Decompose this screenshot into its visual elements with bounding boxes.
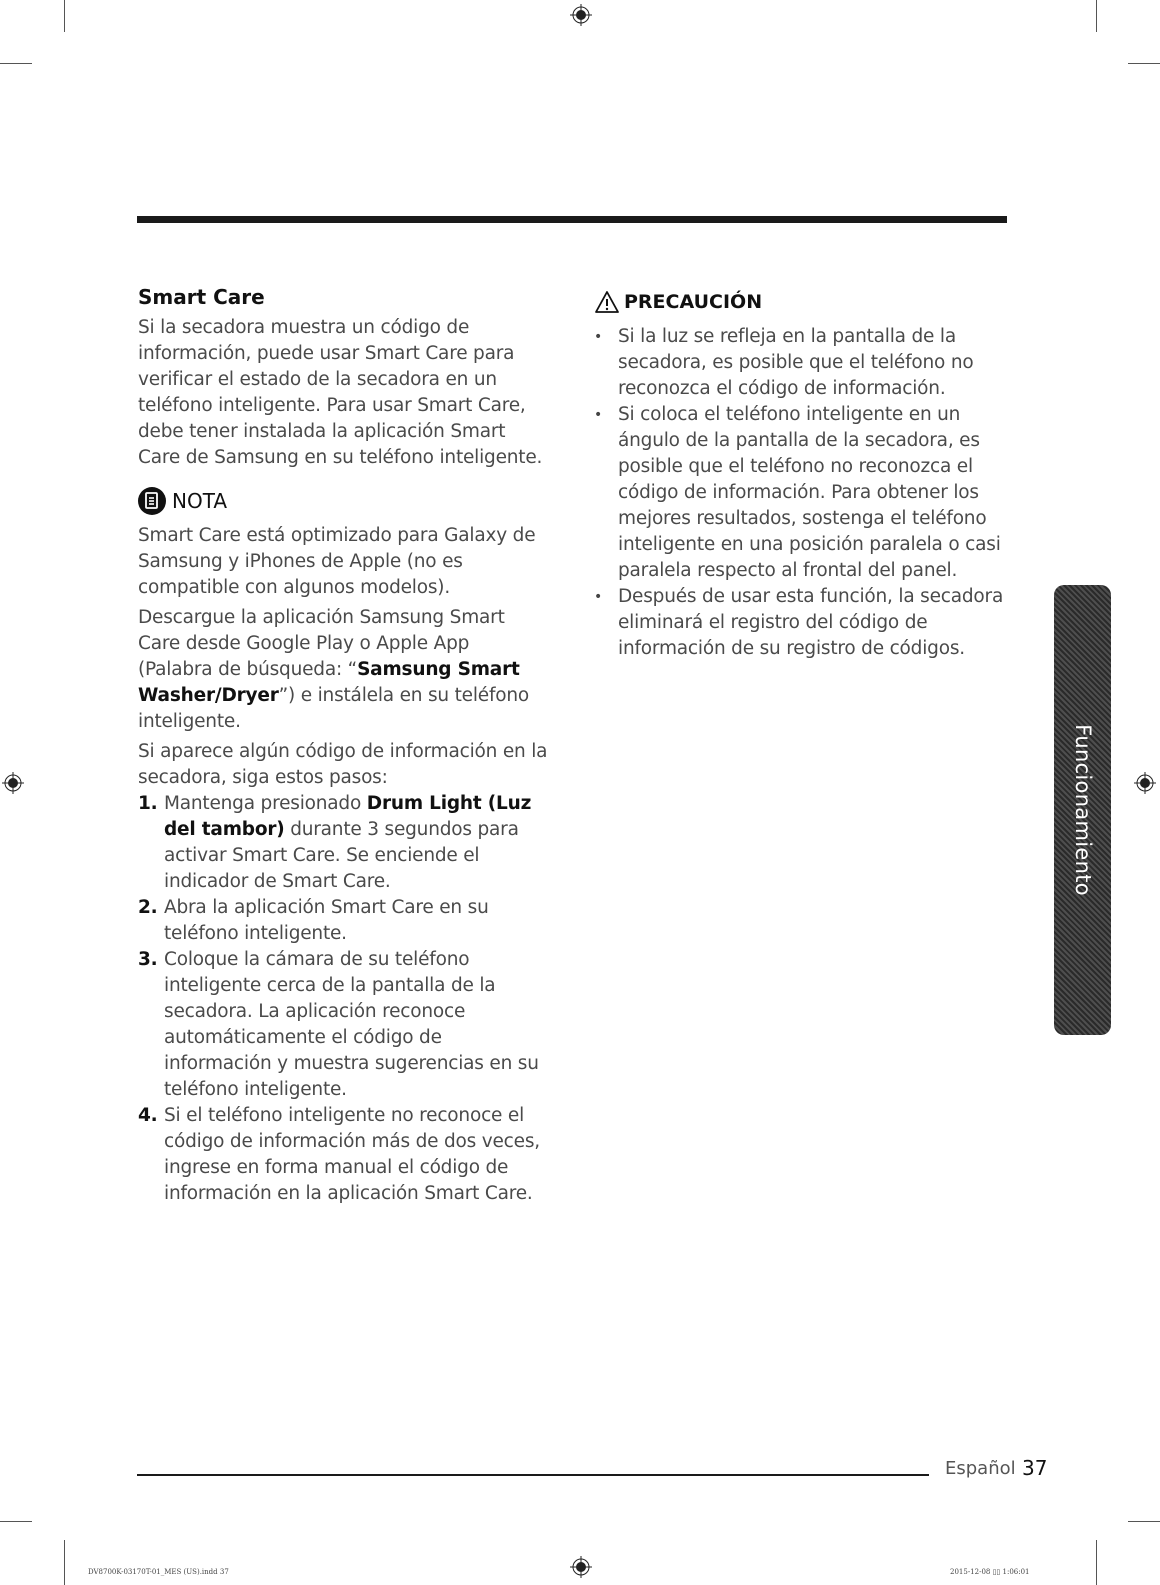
note-heading: [138, 487, 548, 515]
crop-mark: [0, 1521, 32, 1522]
step-number: 4.: [138, 1105, 158, 1126]
download-text: Descargue la aplicación Samsung Smart Care desde Google Play o Apple App (Palabra de búsqueda: “: [138, 607, 505, 680]
download-text: ”) e instálela en su teléfono inteligente.: [138, 685, 530, 732]
left-column: [138, 283, 548, 1207]
side-tab-label: Funcionamiento: [1070, 724, 1095, 896]
print-slug-file: DV8700K-03170T-01_MES (US).indd 37: [88, 1568, 229, 1576]
steps-intro: Si aparece algún código de información en la secadora, siga estos pasos:: [138, 741, 548, 788]
crop-mark: [1128, 63, 1160, 64]
step-item: [138, 895, 548, 947]
download-paragraph: [138, 605, 548, 735]
steps-list: [138, 791, 548, 1207]
bullet-icon: •: [594, 589, 603, 605]
warning-triangle-icon: [594, 290, 620, 314]
step-text-part: durante 3 segundos para activar Smart Care. Se enciende el indicador de Smart Care.: [164, 819, 519, 892]
step-item: [138, 1103, 548, 1207]
crop-mark: [1096, 0, 1097, 32]
step-number: 1.: [138, 793, 158, 814]
right-column: [594, 290, 1004, 662]
caution-text: Si coloca el teléfono inteligente en un ángulo de la pantalla de la secadora, es posible que el teléfono no reconozca el código de información. Para obtener los mejores resultados, sostenga el teléfono inteligente en una posición paralela o casi paralela respecto al frontal del panel.: [618, 404, 1001, 581]
registration-mark-icon: [570, 1556, 592, 1578]
footer-language: Español: [945, 1458, 1016, 1479]
note-text: Smart Care está optimizado para Galaxy de Samsung y iPhones de Apple (no es compatible con algunos modelos).: [138, 525, 536, 598]
step-item: [138, 947, 548, 1103]
registration-mark-icon: [570, 4, 592, 26]
header-rule: [137, 216, 1007, 223]
drum-light-label: Drum Light (Luz del tambor): [164, 793, 532, 840]
step-text: Coloque la cámara de su teléfono inteligente cerca de la pantalla de la secadora. La aplicación reconoce automáticamente el código de información y muestra sugerencias en su teléfono inteligente.: [164, 949, 539, 1100]
note-label: NOTA: [172, 489, 228, 513]
step-text: Abra la aplicación Smart Care en su teléfono inteligente.: [164, 897, 489, 944]
caution-item: [594, 324, 1004, 402]
step-item: [138, 791, 548, 895]
caution-label: PRECAUCIÓN: [624, 291, 763, 313]
registration-mark-icon: [2, 772, 24, 794]
crop-mark: [64, 1540, 65, 1585]
bullet-icon: •: [594, 407, 603, 423]
print-slug-date: 2015-12-08 ▯▯ 1:06:01: [950, 1568, 1030, 1576]
crop-mark: [1128, 1521, 1160, 1522]
step-number: 2.: [138, 897, 158, 918]
step-text-part: Mantenga presionado: [164, 793, 367, 814]
section-side-tab: [1054, 585, 1111, 1035]
step-text: Si el teléfono inteligente no reconoce el código de información más de dos veces, ingrese en forma manual el código de información en la aplicación Smart Care.: [164, 1105, 540, 1204]
step-number: 3.: [138, 949, 158, 970]
registration-mark-icon: [1134, 772, 1156, 794]
intro-paragraph: Si la secadora muestra un código de información, puede usar Smart Care para verificar el estado de la secadora en un teléfono inteligente. Para usar Smart Care, debe tener instalada la aplicación Smart Care de Samsung en su teléfono inteligente.: [138, 317, 543, 468]
search-keyword: Samsung Smart Washer/Dryer: [138, 659, 520, 706]
caution-list: [594, 324, 1004, 662]
note-icon: [138, 487, 166, 515]
caution-item: [594, 402, 1004, 584]
caution-text: Si la luz se refleja en la pantalla de la secadora, es posible que el teléfono no reconozca el código de información.: [618, 326, 974, 399]
crop-mark: [1096, 1540, 1097, 1585]
caution-heading: [594, 290, 1004, 314]
section-title: Smart Care: [138, 285, 265, 309]
step-text: [164, 791, 548, 895]
crop-mark: [0, 63, 32, 64]
page-number: 37: [1022, 1456, 1048, 1480]
caution-text: Después de usar esta función, la secadora eliminará el registro del código de información de su registro de códigos.: [618, 586, 1004, 659]
footer-rule: [137, 1474, 929, 1476]
crop-mark: [64, 0, 65, 32]
bullet-icon: •: [594, 329, 603, 345]
caution-item: [594, 584, 1004, 662]
